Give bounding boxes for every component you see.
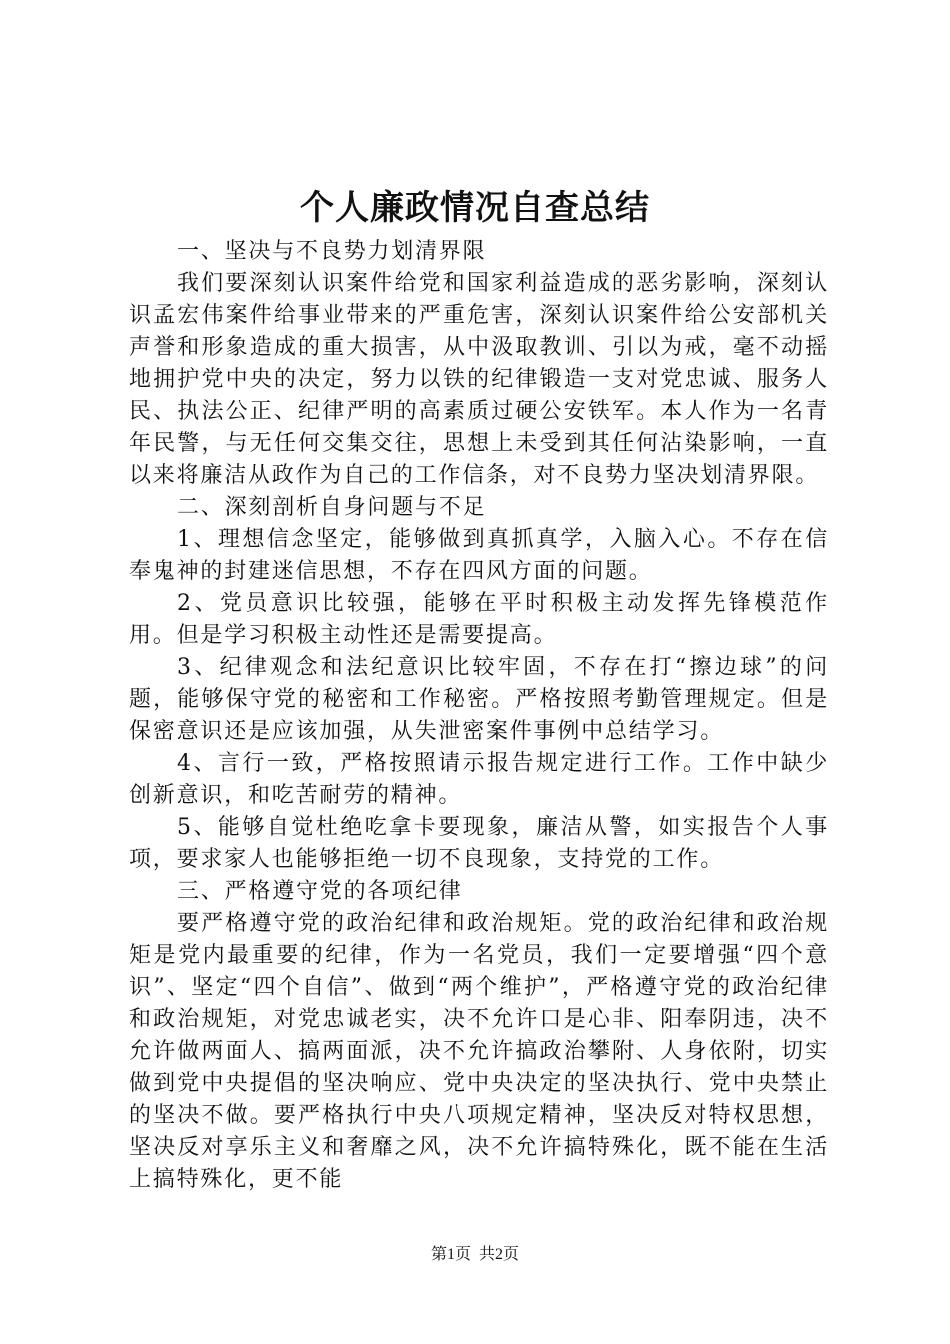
list-item-3: 3、纪律观念和法纪意识比较牢固，不存在打“擦边球”的问题，能够保守党的秘密和工作秘密。严格按照考勤管理规定。但是保密意识还是应该加强，从失泄密案件事例中总结学习。 [129, 655, 829, 744]
paragraph: 我们要深刻认识案件给党和国家利益造成的恶劣影响，深刻认识孟宏伟案件给事业带来的严重危害，深刻认识案件给公安部机关声誉和形象造成的重大损害，从中汲取教训、引以为戒，毫不动摇地拥护党中央的决定，努力以铁的纪律锻造一支对党忠诚、服务人民、执法公正、纪律严明的高素质过硬公安铁军。本人作为一名青年民警，与无任何交集交往，思想上未受到其任何沾染影响，一直以来将廉洁从政作为自己的工作信条，对不良势力坚决划清界限。 [129, 271, 829, 488]
document-body [129, 236, 829, 1196]
list-item-1: 1、理想信念坚定，能够做到真抓真学，入脑入心。不存在信奉鬼神的封建迷信思想，不存在四风方面的问题。 [129, 527, 829, 584]
page-footer [0, 1245, 950, 1265]
section-heading-1: 一、坚决与不良势力划清界限 [177, 239, 487, 264]
document-title: 个人廉政情况自查总结 [300, 188, 650, 228]
page-number-label: 第1页 共2页 [430, 1246, 519, 1263]
list-item-4: 4、言行一致，严格按照请示报告规定进行工作。工作中缺少创新意识，和吃苦耐劳的精神。 [129, 751, 829, 808]
paragraph: 要严格遵守党的政治纪律和政治规矩。党的政治纪律和政治规矩是党内最重要的纪律，作为一名党员，我们一定要增强“四个意识”、坚定“四个自信”、做到“两个维护”，严格遵守党的政治纪律和政治规矩，对党忠诚老实，决不允许口是心非、阳奉阴违，决不允许做两面人、搞两面派，决不允许搞政治攀附、人身依附，切实做到党中央提倡的坚决响应、党中央决定的坚决执行、党中央禁止的坚决不做。要严格执行中央八项规定精神，坚决反对特权思想，坚决反对享乐主义和奢靡之风，决不允许搞特殊化，既不能在生活上搞特殊化，更不能 [129, 911, 829, 1192]
section-heading-2: 二、深刻剖析自身问题与不足 [177, 495, 487, 520]
section-heading-3: 三、严格遵守党的各项纪律 [177, 879, 463, 904]
list-item-5: 5、能够自觉杜绝吃拿卡要现象，廉洁从警，如实报告个人事项，要求家人也能够拒绝一切不良现象，支持党的工作。 [129, 815, 829, 872]
list-item-2: 2、党员意识比较强，能够在平时积极主动发挥先锋模范作用。但是学习积极主动性还是需要提高。 [129, 591, 829, 648]
